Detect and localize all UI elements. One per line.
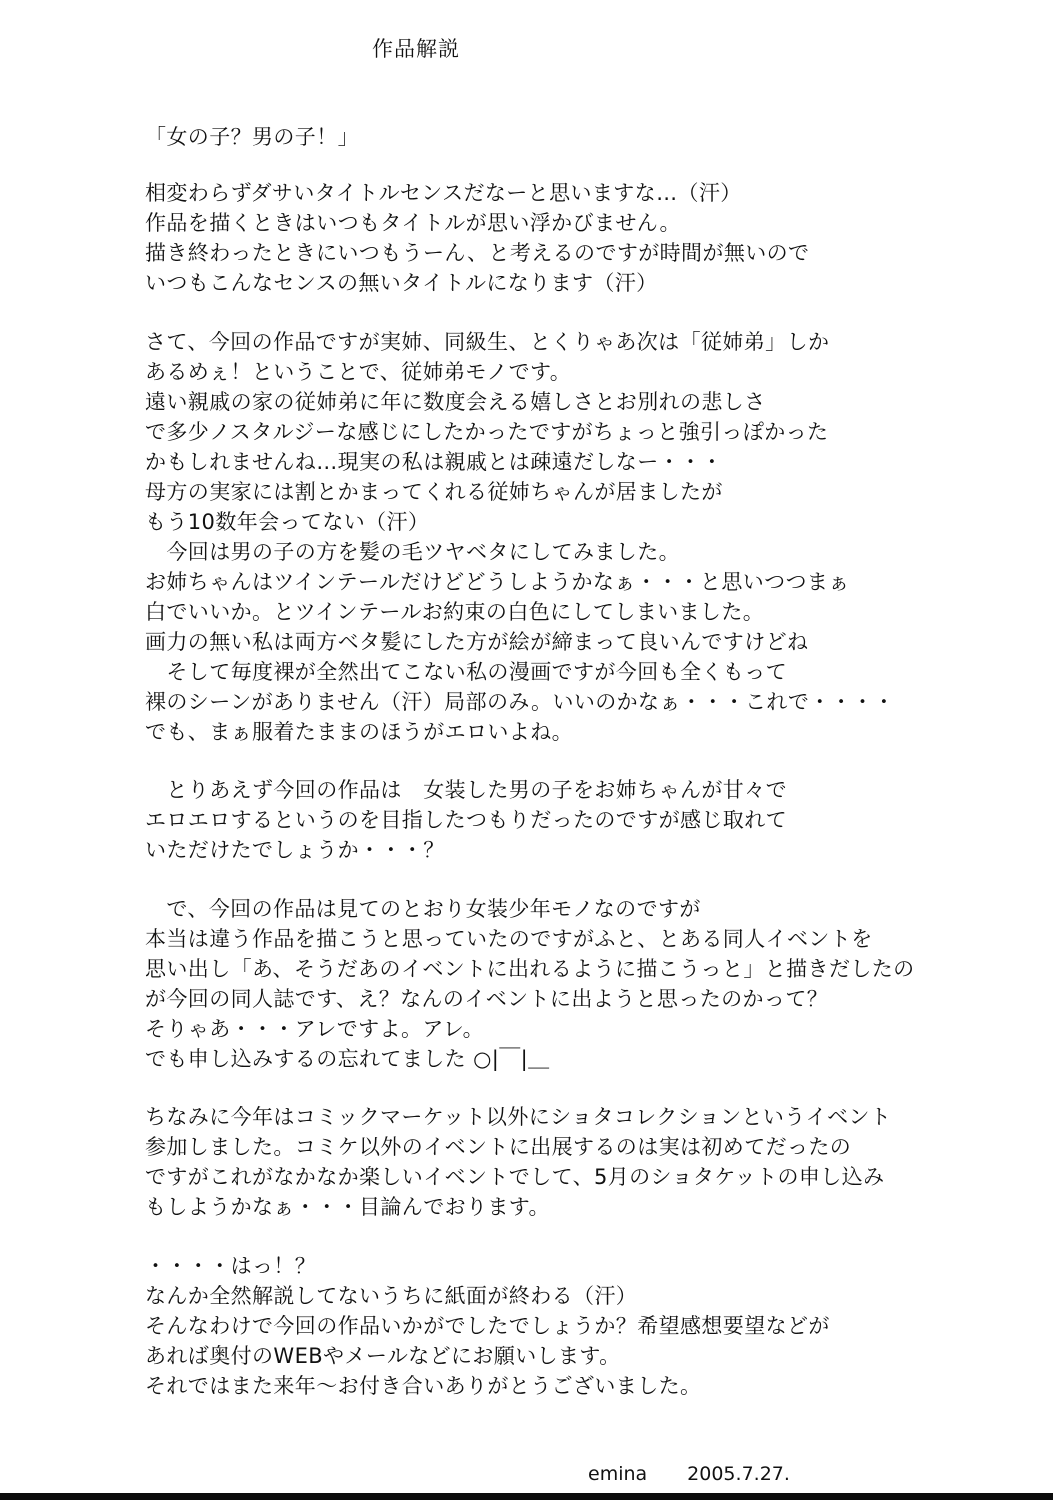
author-name: emina: [588, 1463, 648, 1485]
text-line: 本当は違う作品を描こうと思っていたのですがふと、とある同人イベントを: [145, 927, 873, 951]
text-line: なんか全然解説してないうちに紙面が終わる（汗）: [145, 1284, 638, 1308]
text-line: で多少ノスタルジーな感じにしたかったですがちょっと強引っぽかった: [145, 420, 829, 444]
text-line: 画力の無い私は両方ベタ髪にした方が絵が締まって良いんですけどね: [145, 630, 809, 654]
text-line: ですがこれがなかなか楽しいイベントでして、5月のショタケットの申し込み: [145, 1165, 885, 1189]
text-line: もしようかなぁ・・・目論んでおります。: [145, 1195, 550, 1219]
text-line: いただけたでしょうか・・・？: [145, 838, 445, 862]
text-line: 作品を描くときはいつもタイトルが思い浮かびません。: [145, 211, 681, 235]
text-line: そんなわけで今回の作品いかがでしたでしょうか？希望感想要望などが: [145, 1314, 830, 1338]
text-line: さて、今回の作品ですが実姉、同級生、とくりゃあ次は「従姉弟」しか: [145, 330, 830, 354]
bottom-border: [0, 1493, 1053, 1500]
text-line: 思い出し「あ、そうだあのイベントに出れるように描こうっと」と描きだしたの: [145, 957, 915, 981]
text-line: かもしれませんね…現実の私は親戚とは疎遠だしなー・・・: [145, 450, 723, 474]
text-line: そりゃあ・・・アレですよ。アレ。: [145, 1017, 485, 1041]
text-line: ちなみに今年はコミックマーケット以外にショタコレクションというイベント: [145, 1105, 892, 1129]
text-line: エロエロするというのを目指したつもりだったのですが感じ取れて: [145, 808, 787, 832]
text-line: 遠い親戚の家の従姉弟に年に数度会える嬉しさとお別れの悲しさ: [145, 390, 766, 414]
text-line: が今回の同人誌です、え？なんのイベントに出ようと思ったのかって？: [145, 987, 829, 1011]
text-line: で、今回の作品は見てのとおり女装少年モノなのですが: [145, 897, 701, 921]
text-line: 参加しました。コミケ以外のイベントに出展するのは実は初めてだったの: [145, 1135, 852, 1159]
text-line: ・・・・はっ！？: [145, 1254, 317, 1278]
text-line: でも、まぁ服着たままのほうがエロいよね。: [145, 720, 573, 744]
signature-date: 2005.7.27.: [687, 1463, 790, 1485]
text-line: とりあえず今回の作品は 女装した男の子をお姉ちゃんが甘々で: [145, 778, 787, 802]
text-line: 白でいいか。とツインテールお約束の白色にしてしまいました。: [145, 600, 765, 624]
text-line: もう10数年会ってない（汗）: [145, 510, 430, 534]
text-line: いつもこんなセンスの無いタイトルになります（汗）: [145, 271, 658, 295]
text-line: 今回は男の子の方を髪の毛ツヤベタにしてみました。: [145, 540, 680, 564]
text-line: 母方の実家には割とかまってくれる従姉ちゃんが居ましたが: [145, 480, 723, 504]
text-line: お姉ちゃんはツインテールだけどどうしようかなぁ・・・と思いつつまぁ: [145, 570, 850, 594]
signature: [588, 1463, 790, 1485]
text-line: でも申し込みするの忘れてました ○|￣|＿: [145, 1047, 550, 1071]
text-line: 描き終わったときにいつもうーん、と考えるのですが時間が無いので: [145, 241, 810, 265]
story-title-line: 「女の子？男の子！」: [145, 125, 359, 149]
text-line: そして毎度裸が全然出てこない私の漫画ですが今回も全くもって: [145, 660, 787, 684]
text-line: 相変わらずダサいタイトルセンスだなーと思いますな…（汗）: [145, 181, 742, 205]
text-line: あるめぇ！ということで、従姉弟モノです。: [145, 360, 572, 384]
page-title: 作品解説: [372, 37, 460, 61]
text-line: 裸のシーンがありません（汗）局部のみ。いいのかなぁ・・・これで・・・・: [145, 690, 895, 714]
text-line: あれば奥付のWEBやメールなどにお願いします。: [145, 1344, 621, 1368]
text-line: それではまた来年〜お付き合いありがとうございました。: [145, 1374, 702, 1398]
